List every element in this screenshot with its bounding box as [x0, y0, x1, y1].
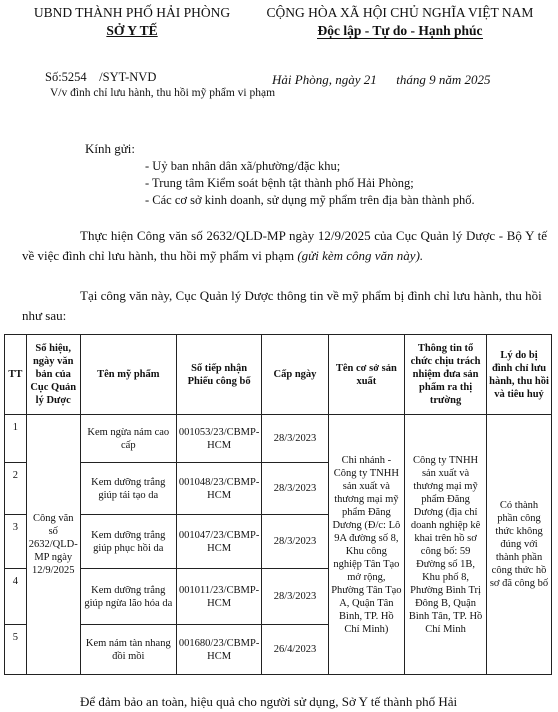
doc-number: Số:5254 /SYT-NVD — [45, 70, 157, 84]
table-row — [5, 415, 552, 463]
national-block — [250, 4, 550, 40]
issuer-block — [22, 4, 242, 40]
col-header-manufacturer: Tên cơ sở sản xuất — [328, 335, 404, 415]
receipt-number: 001047/23/CBMP-HCM — [176, 515, 262, 569]
body-paragraph-1-note: (gửi kèm công văn này). — [297, 248, 424, 263]
issuer-org: UBND THÀNH PHỐ HẢI PHÒNG — [33, 5, 231, 20]
row-tt: 3 — [5, 515, 27, 569]
manufacturer-cell: Chi nhánh - Công ty TNHH sản xuất và thương mại mỹ phẩm Đăng Dương (Đ/c: Lô 9A đường số 8, Khu công nghiệp Tân Tạo mở rộng, Phường Tân Tạo A, Quận Tân Bình, TP. Hồ Chí Minh) — [328, 415, 404, 675]
row-tt: 5 — [5, 625, 27, 675]
issue-date: 28/3/2023 — [262, 515, 328, 569]
product-name: Kem ngừa nám cao cấp — [80, 415, 176, 463]
product-name: Kem dưỡng trắng giúp ngừa lão hóa da — [80, 569, 176, 625]
body-paragraph-1 — [22, 226, 547, 266]
col-header-doc-ref: Số hiệu, ngày văn bản của Cục Quản lý Dược — [26, 335, 80, 415]
body-paragraph-1-text: Thực hiện Công văn số 2632/QLD-MP ngày 12/9/2025 của Cục Quản lý Dược - Bộ Y tế về việc đình chỉ lưu hành, thu hồi mỹ phẩm vi phạm — [22, 228, 547, 263]
footer-paragraph: Để đảm bảo an toàn, hiệu quả cho người sử dụng, Sở Y tế thành phố Hải — [80, 694, 458, 709]
motto: Độc lập - Tự do - Hạnh phúc — [317, 23, 483, 38]
issue-date: 28/3/2023 — [262, 463, 328, 515]
col-header-responsible: Thông tin tổ chức chịu trách nhiệm đưa sản phẩm ra thị trường — [405, 335, 487, 415]
recall-table — [4, 334, 552, 675]
responsible-cell: Công ty TNHH sản xuất và thương mại mỹ phẩm Đăng Dương (địa chỉ doanh nghiệp kê khai trên hồ sơ công bố: 59 Đường số 1B, Khu phố 8, Phường Bình Trị Đông B, Quận Bình Tân, TP. Hồ Chí Minh — [405, 415, 487, 675]
country-name: CỘNG HÒA XÃ HỘI CHỦ NGHĨA VIỆT NAM — [266, 5, 534, 20]
col-header-receipt: Số tiếp nhận Phiếu công bố — [176, 335, 262, 415]
row-tt: 4 — [5, 569, 27, 625]
product-name: Kem nám tàn nhang đồi mồi — [80, 625, 176, 675]
receipt-number: 001011/23/CBMP-HCM — [176, 569, 262, 625]
receipt-number: 001053/23/CBMP-HCM — [176, 415, 262, 463]
recipients-label: Kính gửi: — [85, 141, 136, 156]
issue-date: 28/3/2023 — [262, 415, 328, 463]
col-header-reason: Lý do bị đình chỉ lưu hành, thu hồi và tiêu huỷ — [487, 335, 552, 415]
col-header-product: Tên mỹ phẩm — [80, 335, 176, 415]
issue-date: 28/3/2023 — [262, 569, 328, 625]
product-name: Kem dưỡng trắng giúp phục hồi da — [80, 515, 176, 569]
product-name: Kem dưỡng trắng giúp tái tạo da — [80, 463, 176, 515]
recipient-item: - Uỷ ban nhân dân xã/phường/đặc khu; — [145, 159, 341, 173]
reason-cell: Có thành phần công thức không đúng với thành phần công thức hồ sơ đã công bố — [487, 415, 552, 675]
doc-date: Hải Phòng, ngày 21 tháng 9 năm 2025 — [272, 72, 491, 87]
receipt-number: 001048/23/CBMP-HCM — [176, 463, 262, 515]
row-tt: 2 — [5, 463, 27, 515]
issue-date: 26/4/2023 — [262, 625, 328, 675]
doc-subject: V/v đình chỉ lưu hành, thu hồi mỹ phẩm vi phạm — [49, 87, 276, 99]
col-header-date: Cấp ngày — [262, 335, 328, 415]
recipient-item: - Các cơ sở kinh doanh, sử dụng mỹ phẩm trên địa bàn thành phố. — [145, 193, 475, 207]
issuer-dept: SỞ Y TẾ — [106, 23, 158, 38]
col-header-tt: TT — [5, 335, 27, 415]
body-paragraph-2: Tại công văn này, Cục Quản lý Dược thông tin về mỹ phẩm bị đình chỉ lưu hành, thu hồi như sau: — [22, 288, 542, 323]
receipt-number: 001680/23/CBMP-HCM — [176, 625, 262, 675]
row-tt: 1 — [5, 415, 27, 463]
recipient-item: - Trung tâm Kiểm soát bệnh tật thành phố Hải Phòng; — [145, 176, 414, 190]
doc-ref-cell: Công văn số 2632/QLD-MP ngày 12/9/2025 — [26, 415, 80, 675]
